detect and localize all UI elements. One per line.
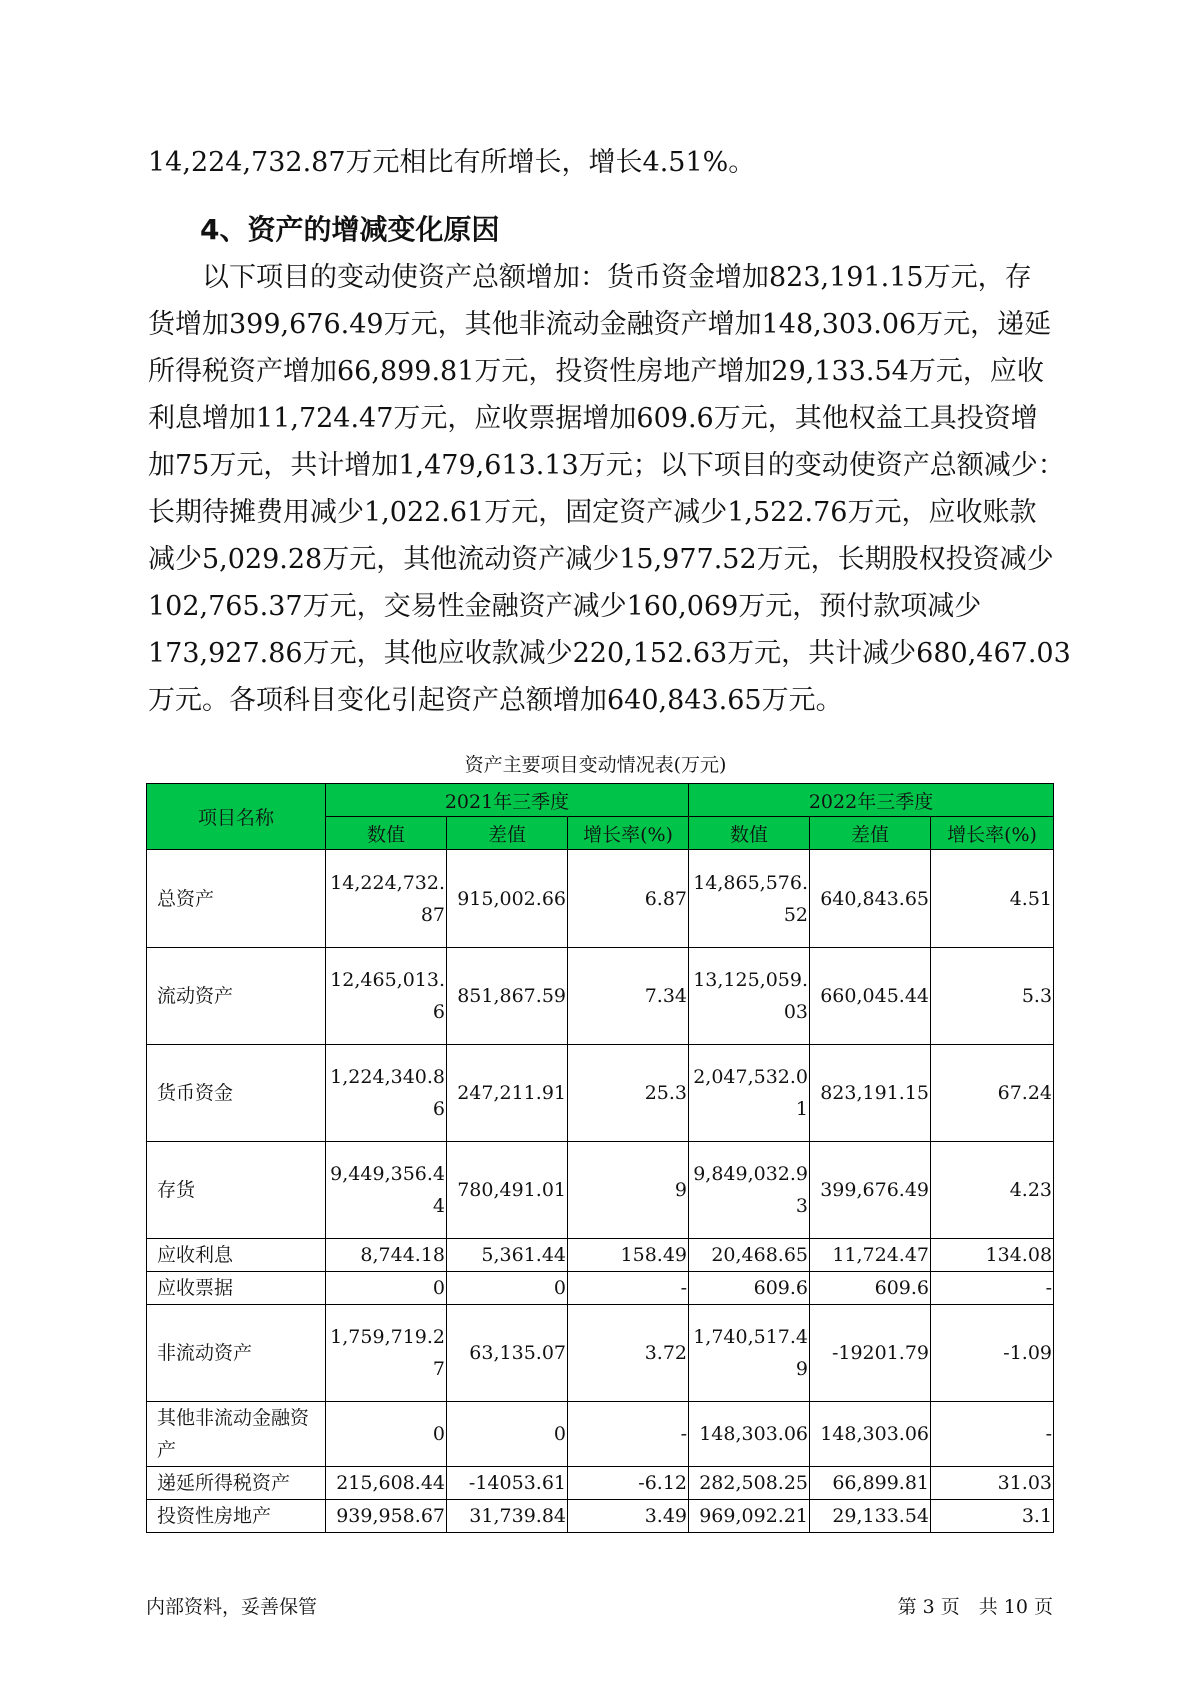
cell-growth-2022: 4.23 bbox=[931, 1142, 1054, 1239]
table-row bbox=[147, 1500, 1054, 1533]
cell-value-2021: 9,449,356.44 bbox=[326, 1142, 447, 1239]
cell-diff-2022: 660,045.44 bbox=[810, 948, 931, 1045]
row-name: 投资性房地产 bbox=[147, 1500, 326, 1533]
cell-growth-2022: -1.09 bbox=[931, 1305, 1054, 1402]
cell-value-2022: 2,047,532.01 bbox=[689, 1045, 810, 1142]
cell-growth-2021: 3.72 bbox=[568, 1305, 689, 1402]
paragraph-line: 加75万元，共计增加1,479,613.13万元；以下项目的变动使资产总额减少： bbox=[148, 450, 1065, 481]
header-value: 数值 bbox=[689, 817, 810, 850]
cell-diff-2021: 247,211.91 bbox=[447, 1045, 568, 1142]
table-row bbox=[147, 948, 1054, 1045]
paragraph-line: 减少5,029.28万元，其他流动资产减少15,977.52万元，长期股权投资减少 bbox=[148, 544, 1054, 575]
cell-value-2022: 969,092.21 bbox=[689, 1500, 810, 1533]
table-row bbox=[147, 1142, 1054, 1239]
cell-growth-2021: 3.49 bbox=[568, 1500, 689, 1533]
cell-growth-2022: 31.03 bbox=[931, 1467, 1054, 1500]
cell-value-2021: 939,958.67 bbox=[326, 1500, 447, 1533]
table-row bbox=[147, 1402, 1054, 1467]
row-name: 非流动资产 bbox=[147, 1305, 326, 1402]
cell-growth-2021: - bbox=[568, 1272, 689, 1305]
cell-growth-2021: 6.87 bbox=[568, 850, 689, 948]
paragraph-line: 所得税资产增加66,899.81万元，投资性房地产增加29,133.54万元，应收 bbox=[148, 356, 1044, 387]
cell-value-2021: 8,744.18 bbox=[326, 1239, 447, 1272]
table-row bbox=[147, 1467, 1054, 1500]
cell-growth-2021: - bbox=[568, 1402, 689, 1467]
cell-diff-2022: 609.6 bbox=[810, 1272, 931, 1305]
cell-diff-2022: 823,191.15 bbox=[810, 1045, 931, 1142]
cell-growth-2021: 7.34 bbox=[568, 948, 689, 1045]
cell-value-2022: 9,849,032.93 bbox=[689, 1142, 810, 1239]
cell-growth-2022: 4.51 bbox=[931, 850, 1054, 948]
footer-page-number: 第 3 页 共 10 页 bbox=[897, 1596, 1053, 1618]
paragraph-line: 万元。各项科目变化引起资产总额增加640,843.65万元。 bbox=[148, 685, 843, 716]
cell-value-2022: 282,508.25 bbox=[689, 1467, 810, 1500]
cell-value-2021: 215,608.44 bbox=[326, 1467, 447, 1500]
table-row bbox=[147, 850, 1054, 948]
paragraph-line: 173,927.86万元，其他应收款减少220,152.63万元，共计减少680,467.03 bbox=[148, 638, 1071, 669]
intro-line: 14,224,732.87万元相比有所增长，增长4.51%。 bbox=[148, 147, 756, 178]
header-growth: 增长率(%) bbox=[931, 817, 1054, 850]
cell-value-2022: 148,303.06 bbox=[689, 1402, 810, 1467]
header-2022: 2022年三季度 bbox=[689, 784, 1054, 817]
footer-confidential-note: 内部资料，妥善保管 bbox=[146, 1596, 318, 1618]
header-diff: 差值 bbox=[810, 817, 931, 850]
cell-value-2022: 609.6 bbox=[689, 1272, 810, 1305]
cell-diff-2021: 851,867.59 bbox=[447, 948, 568, 1045]
header-item-name: 项目名称 bbox=[147, 784, 326, 850]
cell-growth-2022: - bbox=[931, 1402, 1054, 1467]
cell-value-2021: 14,224,732.87 bbox=[326, 850, 447, 948]
table-caption: 资产主要项目变动情况表(万元) bbox=[464, 754, 727, 776]
row-name: 存货 bbox=[147, 1142, 326, 1239]
table-row bbox=[147, 1239, 1054, 1272]
section-heading: 4、资产的增减变化原因 bbox=[200, 213, 500, 246]
cell-diff-2022: 399,676.49 bbox=[810, 1142, 931, 1239]
cell-growth-2022: 134.08 bbox=[931, 1239, 1054, 1272]
paragraph-line: 利息增加11,724.47万元，应收票据增加609.6万元，其他权益工具投资增 bbox=[148, 403, 1038, 434]
cell-value-2022: 14,865,576.52 bbox=[689, 850, 810, 948]
cell-growth-2022: - bbox=[931, 1272, 1054, 1305]
cell-diff-2022: 640,843.65 bbox=[810, 850, 931, 948]
cell-diff-2022: 11,724.47 bbox=[810, 1239, 931, 1272]
row-name: 总资产 bbox=[147, 850, 326, 948]
cell-value-2022: 20,468.65 bbox=[689, 1239, 810, 1272]
row-name: 应收票据 bbox=[147, 1272, 326, 1305]
row-name: 递延所得税资产 bbox=[147, 1467, 326, 1500]
row-name: 应收利息 bbox=[147, 1239, 326, 1272]
table-row bbox=[147, 1305, 1054, 1402]
cell-value-2021: 12,465,013.6 bbox=[326, 948, 447, 1045]
paragraph-line: 以下项目的变动使资产总额增加：货币资金增加823,191.15万元，存 bbox=[148, 262, 1032, 293]
table-row bbox=[147, 1045, 1054, 1142]
cell-value-2021: 0 bbox=[326, 1272, 447, 1305]
cell-growth-2022: 3.1 bbox=[931, 1500, 1054, 1533]
cell-diff-2021: -14053.61 bbox=[447, 1467, 568, 1500]
cell-growth-2021: 25.3 bbox=[568, 1045, 689, 1142]
cell-value-2022: 13,125,059.03 bbox=[689, 948, 810, 1045]
cell-value-2021: 1,759,719.27 bbox=[326, 1305, 447, 1402]
header-2021: 2021年三季度 bbox=[326, 784, 689, 817]
paragraph-line: 102,765.37万元，交易性金融资产减少160,069万元，预付款项减少 bbox=[148, 591, 982, 622]
table-row bbox=[147, 1272, 1054, 1305]
cell-diff-2022: 29,133.54 bbox=[810, 1500, 931, 1533]
cell-diff-2021: 0 bbox=[447, 1272, 568, 1305]
cell-diff-2021: 915,002.66 bbox=[447, 850, 568, 948]
cell-growth-2021: 158.49 bbox=[568, 1239, 689, 1272]
header-growth: 增长率(%) bbox=[568, 817, 689, 850]
cell-value-2022: 1,740,517.49 bbox=[689, 1305, 810, 1402]
cell-growth-2022: 5.3 bbox=[931, 948, 1054, 1045]
cell-growth-2021: 9 bbox=[568, 1142, 689, 1239]
cell-growth-2022: 67.24 bbox=[931, 1045, 1054, 1142]
cell-diff-2022: -19201.79 bbox=[810, 1305, 931, 1402]
cell-diff-2021: 63,135.07 bbox=[447, 1305, 568, 1402]
cell-value-2021: 0 bbox=[326, 1402, 447, 1467]
header-row bbox=[147, 784, 1054, 817]
cell-diff-2021: 0 bbox=[447, 1402, 568, 1467]
row-name: 货币资金 bbox=[147, 1045, 326, 1142]
asset-change-table bbox=[146, 783, 1054, 1533]
cell-diff-2022: 148,303.06 bbox=[810, 1402, 931, 1467]
paragraph-line: 货增加399,676.49万元，其他非流动金融资产增加148,303.06万元，递延 bbox=[148, 309, 1052, 340]
cell-diff-2021: 5,361.44 bbox=[447, 1239, 568, 1272]
cell-growth-2021: -6.12 bbox=[568, 1467, 689, 1500]
cell-diff-2021: 31,739.84 bbox=[447, 1500, 568, 1533]
paragraph-line: 长期待摊费用减少1,022.61万元，固定资产减少1,522.76万元，应收账款 bbox=[148, 497, 1037, 528]
cell-diff-2022: 66,899.81 bbox=[810, 1467, 931, 1500]
cell-value-2021: 1,224,340.86 bbox=[326, 1045, 447, 1142]
header-diff: 差值 bbox=[447, 817, 568, 850]
cell-diff-2021: 780,491.01 bbox=[447, 1142, 568, 1239]
row-name: 流动资产 bbox=[147, 948, 326, 1045]
header-value: 数值 bbox=[326, 817, 447, 850]
row-name: 其他非流动金融资产 bbox=[147, 1402, 326, 1467]
